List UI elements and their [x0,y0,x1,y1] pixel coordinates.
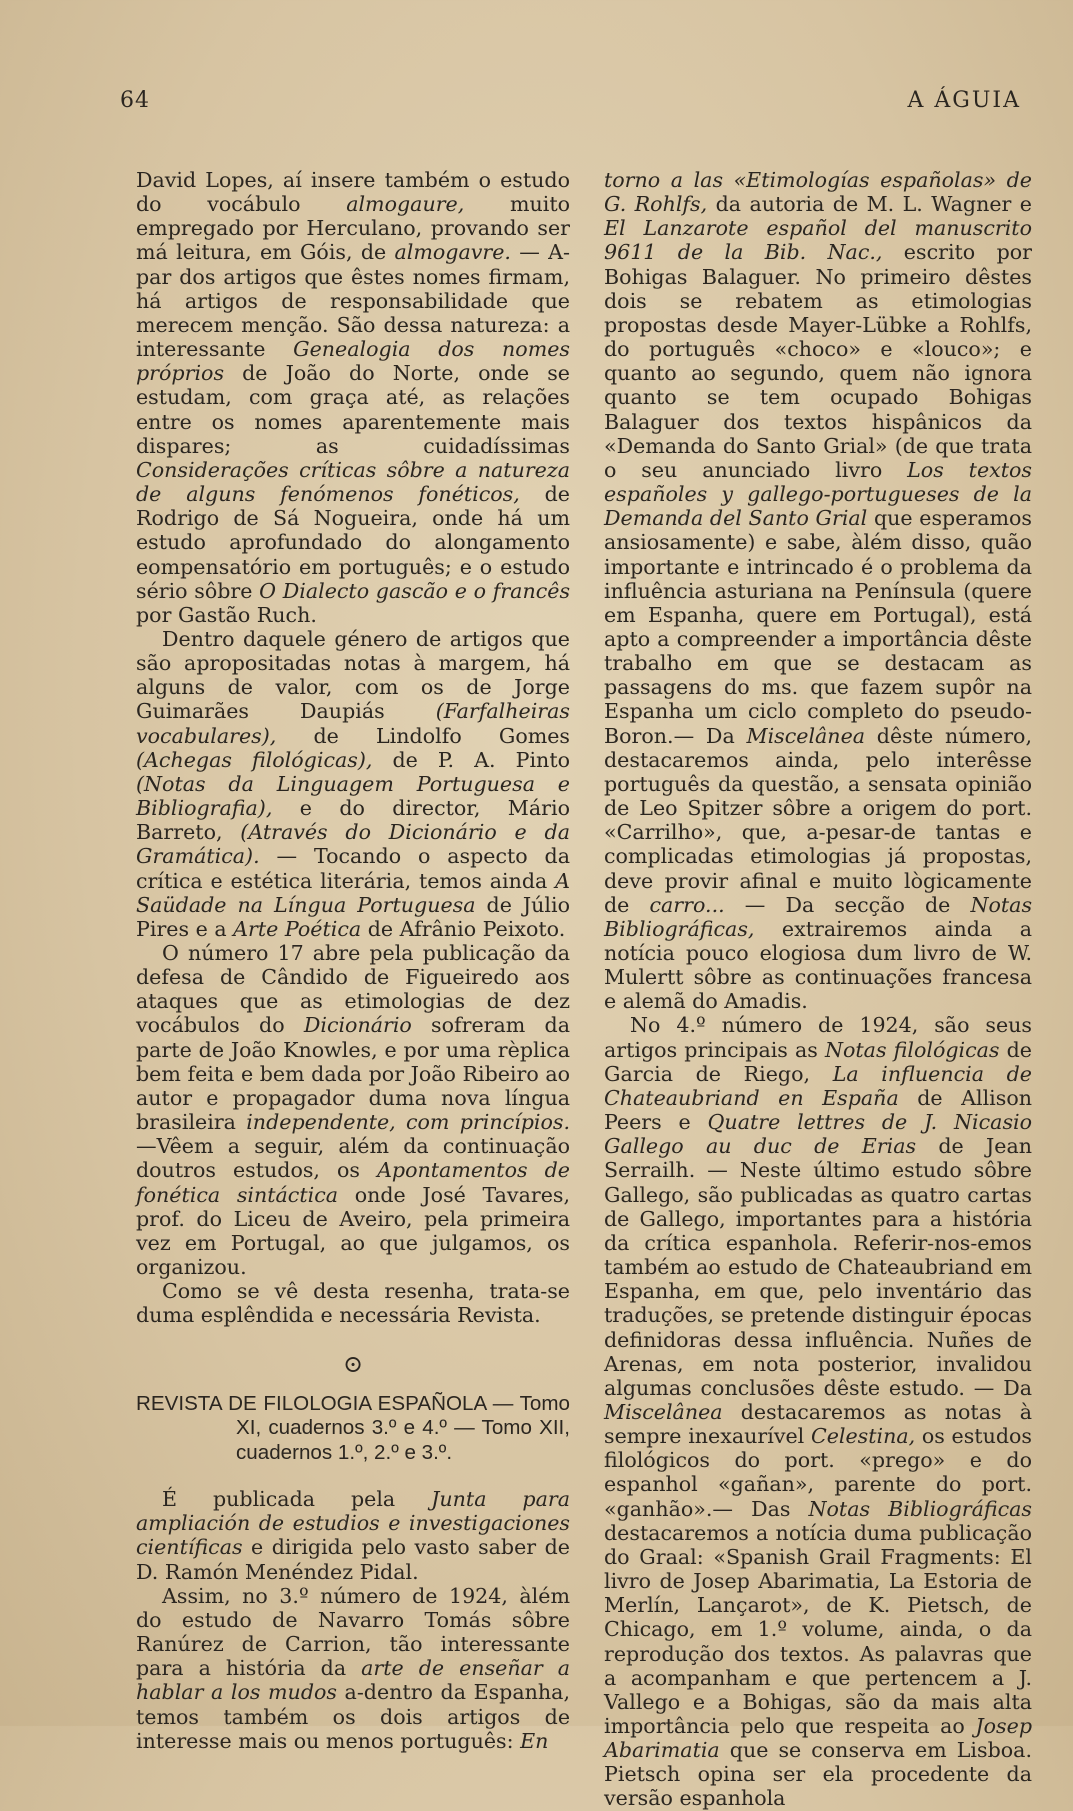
italic-text: Celestina, [810,1424,916,1449]
paragraph [136,1487,570,1584]
page-number: 64 [120,88,150,113]
text-run: extrairemos ainda a notícia pouco elogiosa dum livro de W. Mulertt sôbre as continuações francesa e alemã do Amadis. [604,916,1032,1014]
text-run: que esperamos ansiosamente) e sabe, àlém disso, quão importante e intrincado é o problema da influência asturiana na Península (quere em Espanha, quere em Portugal), está apto a compreender a importância dêste trabalho em que se destacam as passagens do ms. que fazem supôr na Espanha um ciclo completo do pseudo-Boron.— Da [604,506,1032,748]
italic-text: Notas filológicas [824,1037,1000,1062]
text-run: de Garcia de Riego, [604,1037,1032,1086]
italic-text: O Dialecto gascão e o francês [259,578,571,603]
right-column [604,168,1032,1811]
italic-text: Josep Abarimatia [604,1714,1032,1763]
text-run: de P. A. Pinto [372,747,570,772]
text-run: de Allison Peers e [604,1085,1032,1135]
italic-text: (Achegas filológicas), [136,747,373,772]
text-run: de Lindolfo Gomes [276,723,570,748]
text-run: de Júlio Pires e a [136,892,570,941]
paragraph [136,627,570,941]
text-run: O número 17 abre pela publicação da defesa de Cândido de Figueiredo aos ataques que as etimologias de dez vocábulos do [136,941,570,1038]
italic-text: carro... [649,892,725,917]
text-run: da autoria de M. L. Wagner e [707,192,1032,217]
text-run: destacaremos as notas à sempre inexaurível [604,1399,1032,1449]
text-run: sofreram da parte de João Knowles, e por uma rèplica bem feita e bem dada por João Ribeiro ao autor e propagador duma nova língua brasileira [136,1013,570,1135]
italic-text: torno a las «Etimologías españolas» de G. Rohlfs, [604,168,1032,217]
section-heading: REVISTA DE FILOLOGIA ESPAÑOLA — Tomo XI, cuadernos 3.º e 4.º — Tomo XII, cuadernos 1.º, 2.º e 3.º. [136,1391,570,1464]
italic-text: Genealogia dos nomes próprios [136,337,570,386]
text-run: É publicada pela [162,1487,432,1512]
paragraph [136,1584,570,1753]
text-run: de Afrânio Peixoto. [361,916,566,941]
text-run: de Jean Serrailh. — Neste último estudo sôbre Gallego, são publicadas as quatro cartas de Gallego, importantes para a história da crítica espanhola. Referir-nos-emos também ao estudo de Chateaubriand em Espanha, em que, pelo inventário das traduções, se pretende distinguir épocas definidoras dessa influência. Nuñes de Arenas, em nota posterior, invalidou algumas conclusões dêste estudo. — Da [604,1134,1032,1400]
text-run: a-dentro da Espanha, temos também os dois artigos de interesse mais ou menos português: [136,1680,570,1753]
italic-text: Notas Bibliográficas, [604,892,1033,941]
text-run: — A-par dos artigos que êstes nomes firmam, há artigos de responsabilidade que merecem menção. São dessa natureza: a interessante [136,240,570,362]
section-ornament: ⊙ [342,1349,364,1378]
text-run: Assim, no 3.º número de 1924, àlém do estudo de Navarro Tomás sôbre Ranúrez de Carrion, tão interessante para a história da [136,1583,570,1681]
text-run: No 4.º número de 1924, são seus artigos principais as [604,1013,1032,1062]
italic-text: Miscelânea [604,1399,723,1424]
italic-text: (Através do Dicionário e da Gramática). [136,820,570,869]
italic-text: La influencia de Chateaubriand en España [604,1061,1032,1110]
paragraph [604,1013,1032,1810]
italic-text: almogavre. [394,240,511,265]
text-run: de João do Norte, onde se estudam, com graça até, as relações entre os nomes aparentemente mais dispares; as cuidadíssimas [136,361,570,458]
text-run: escrito por Bohigas Balaguer. No primeiro dêstes dois se rebatem as etimologias propostas desde Mayer-Lübke a Rohlfs, do português «choco» e «louco»; e quanto ao segundo, quem não ignora quanto se tem ocupado Bohigas Balaguer dos textos hispânicos da «Demanda do Santo Grial» (de que trata o seu anunciado livro [604,240,1032,482]
text-run: —Vêem a seguir, além da continuação doutros estudos, os [136,1134,570,1183]
italic-text: (Farfalheiras vocabulares), [136,699,570,748]
italic-text: Junta para ampliación de estudios e investigaciones científicas [136,1487,570,1560]
text-run: que se conserva em Lisboa. Pietsch opina ser ela procedente da versão espanhola [604,1738,1032,1811]
page-header [120,88,1033,122]
text-run: por Gastão Ruch. [136,602,317,627]
italic-text: Miscelânea [746,723,866,748]
italic-text: Notas Bibliográficas [808,1496,1033,1521]
running-title: A ÁGUIA [907,88,1021,113]
italic-text: almogaure, [346,192,465,217]
text-run: os estudos filológicos do port. «prego» e do espanhol «gañan», parente do port. «ganhão».— Das [604,1424,1032,1521]
italic-text: Apontamentos de fonética sintáctica [136,1158,570,1207]
italic-text: Considerações críticas sôbre a natureza de alguns fenómenos fonéticos, [136,457,570,507]
italic-text: Quatre lettres de J. Nicasio Gallego au duc de Erias [604,1110,1033,1159]
text-run: — Tocando o aspecto da crítica e estética literária, temos ainda [136,844,570,893]
text-run: muito empregado por Herculano, provando ser má leitura, em Góis, de [136,192,570,265]
italic-text: El Lanzarote español del manuscrito 9611 de la Bib. Nac., [604,216,1032,265]
text-run: — Da secção de [724,892,971,917]
italic-text: A Saüdade na Língua Portuguesa [136,868,570,917]
text-run: onde José Tavares, prof. do Liceu de Aveiro, pela primeira vez em Portugal, ao que julgamos, os organizou. [136,1182,570,1280]
paragraph [136,941,570,1279]
text-run: David Lopes, aí insere também o estudo do vocábulo [136,168,570,217]
paragraph [136,168,570,627]
italic-text: Dicionário [303,1013,412,1038]
text-run: Dentro daquele género de artigos que são apropositadas notas à margem, há alguns de valor, com os de Jorge Guimarães Daupiás [136,626,570,724]
italic-text: (Notas da Linguagem Portuguesa e Bibliografia), [136,771,570,821]
italic-text: independente, com princípios. [246,1110,570,1135]
paragraph [604,168,1032,1013]
text-run: de Rodrigo de Sá Nogueira, onde há um estudo aprofundado do alongamento eompensatório em português; e o estudo sério sôbre [136,482,570,603]
italic-text: arte de enseñar a hablar a los mudos [136,1656,570,1705]
text-run: dêste número, destacaremos ainda, pelo interêsse português da questão, a sensata opinião de Leo Spitzer sôbre a origem do port. «Carrilho», que, a-pesar-de tantas e complicadas etimologias já propostas, deve provir afinal e muito lògicamente de [604,723,1032,917]
italic-text: Arte Poética [233,916,362,941]
text-run: e dirigida pelo vasto saber de D. Ramón Menéndez Pidal. [136,1535,570,1584]
text-run: e do director, Mário Barreto, [136,796,570,845]
italic-text: Los textos españoles y gallego-portugueses de la Demanda del Santo Grial [604,457,1032,531]
left-column [136,168,570,1753]
italic-text: En [520,1728,549,1753]
text-run: destacaremos a notícia duma publicação do Graal: «Spanish Grail Fragments: El livro de Josep Abarimatia, La Estoria de Merlín, Lançarot», de K. Pietsch, de Chicago, em 1.º volume, ainda, o da reprodução dos textos. As palavras que a acompanham e que pertencem a J. Vallego e a Bohigas, são da mais alta importância pelo que respeita ao [604,1520,1032,1738]
paragraph: Como se vê desta resenha, trata-se duma esplêndida e necessária Revista. [136,1279,570,1328]
